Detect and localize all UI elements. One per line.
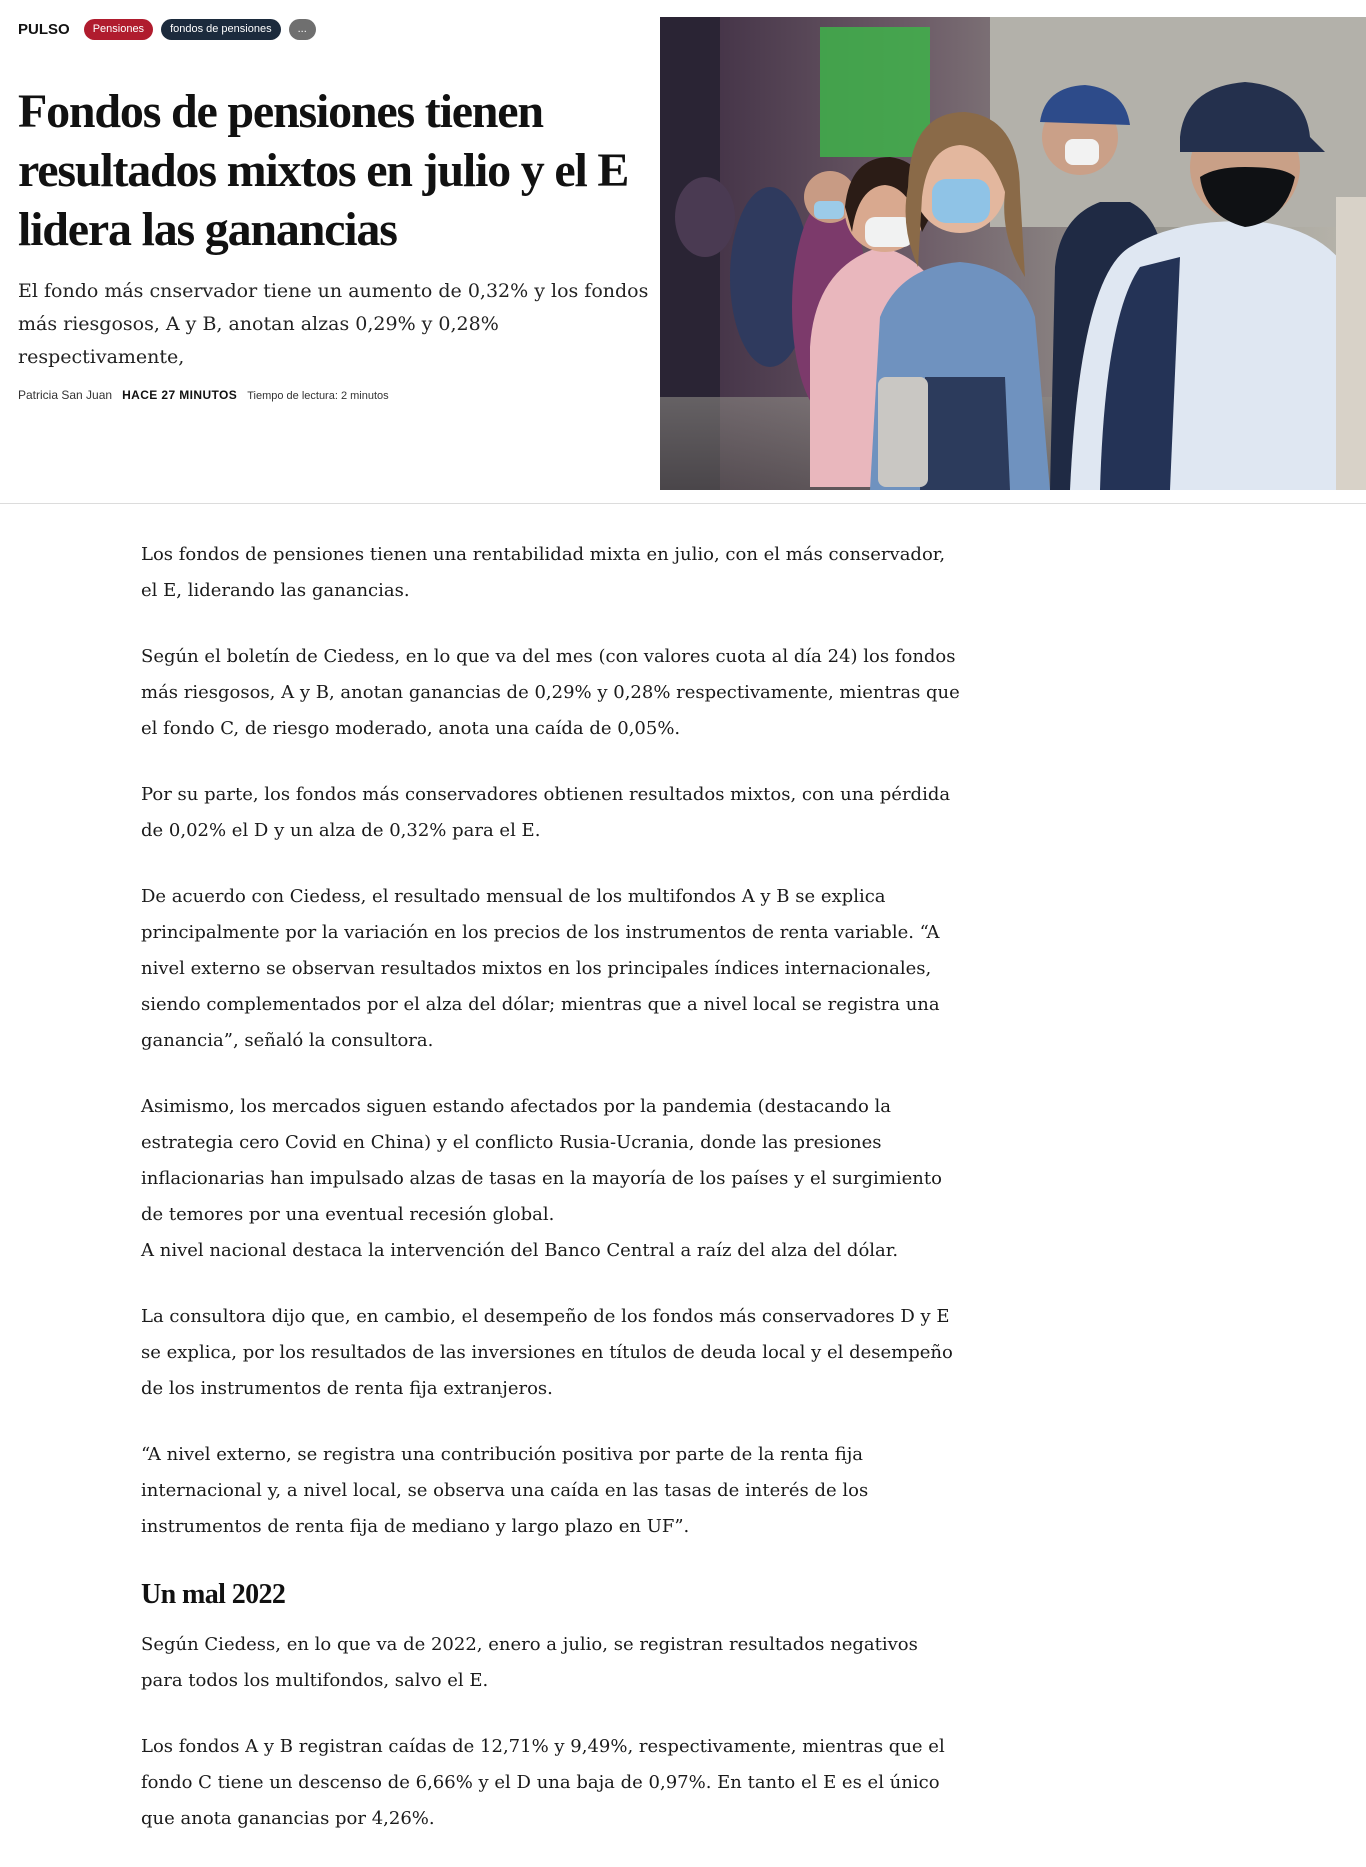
article-headline: Fondos de pensiones tienen resultados mixtos en julio y el E lidera las ganancias — [18, 85, 629, 256]
article-summary: El fondo más cnservador tiene un aumento de 0,32% y los fondos más riesgosos, A y B, anotan alzas 0,29% y 0,28% respectivamente, — [18, 280, 649, 368]
section-link[interactable]: PULSO — [18, 20, 70, 38]
paragraph: “A nivel externo, se registra una contribución positiva por parte de la renta fija internacional y, a nivel local, se observa una caída en las tasas de interés de los instrumentos de renta fija de mediano y largo plazo en UF”. — [141, 1444, 869, 1537]
more-tags-button[interactable]: ... — [289, 19, 316, 40]
section-tags-row — [18, 16, 653, 42]
hero-image — [660, 17, 1366, 490]
paragraph: Los fondos A y B registran caídas de 12,71% y 9,49%, respectivamente, mientras que el fondo C tiene un descenso de 6,66% y el D una baja de 0,97%. En tanto el E es el único que anota ganancias por 4,26%. — [141, 1736, 945, 1829]
tag-fondos-de-pensiones[interactable]: fondos de pensiones — [161, 19, 281, 40]
byline — [18, 388, 653, 402]
header-divider — [0, 503, 1366, 504]
paragraph: Asimismo, los mercados siguen estando afectados por la pandemia (destacando la estrategia cero Covid en China) y el conflicto Rusia-Ucrania, donde las presiones inflacionarias han impulsado alzas de tasas en la mayoría de los países y el surgimiento de temores por una eventual recesión global. A nivel nacional destaca la intervención del Banco Central a raíz del alza del dólar. — [141, 1096, 942, 1261]
paragraph: Según Ciedess, en lo que va de 2022, enero a julio, se registran resultados negativos para todos los multifondos, salvo el E. — [141, 1634, 918, 1691]
paragraph: La consultora dijo que, en cambio, el desempeño de los fondos más conservadores D y E se explica, por los resultados de las inversiones en títulos de deuda local y el desempeño de los instrumentos de renta fija extranjeros. — [141, 1306, 953, 1399]
paragraph: Los fondos de pensiones tienen una rentabilidad mixta en julio, con el más conservador, el E, liderando las ganancias. — [141, 544, 946, 601]
section-subheading: Un mal 2022 — [141, 1579, 286, 1610]
paragraph: Según el boletín de Ciedess, en lo que va del mes (con valores cuota al día 24) los fondos más riesgosos, A y B, anotan ganancias de 0,29% y 0,28% respectivamente, mientras que el fondo C, de riesgo moderado, anota una caída de 0,05%. — [141, 646, 960, 739]
paragraph: De acuerdo con Ciedess, el resultado mensual de los multifondos A y B se explica principalmente por la variación en los precios de los instrumentos de renta variable. “A nivel externo se observan resultados mixtos en los principales índices internacionales, siendo complementados por el alza del dólar; mientras que a nivel local se registra una ganancia”, señaló la consultora. — [141, 886, 940, 1051]
publish-time: HACE 27 MINUTOS — [122, 388, 238, 402]
reading-time: Tiempo de lectura: 2 minutos — [247, 390, 389, 402]
tag-pensiones[interactable]: Pensiones — [84, 19, 153, 40]
article-body — [141, 537, 961, 1867]
author-link[interactable]: Patricia San Juan — [18, 388, 113, 402]
article-header — [18, 16, 653, 402]
paragraph: Por su parte, los fondos más conservadores obtienen resultados mixtos, con una pérdida de 0,02% el D y un alza de 0,32% para el E. — [141, 784, 951, 841]
